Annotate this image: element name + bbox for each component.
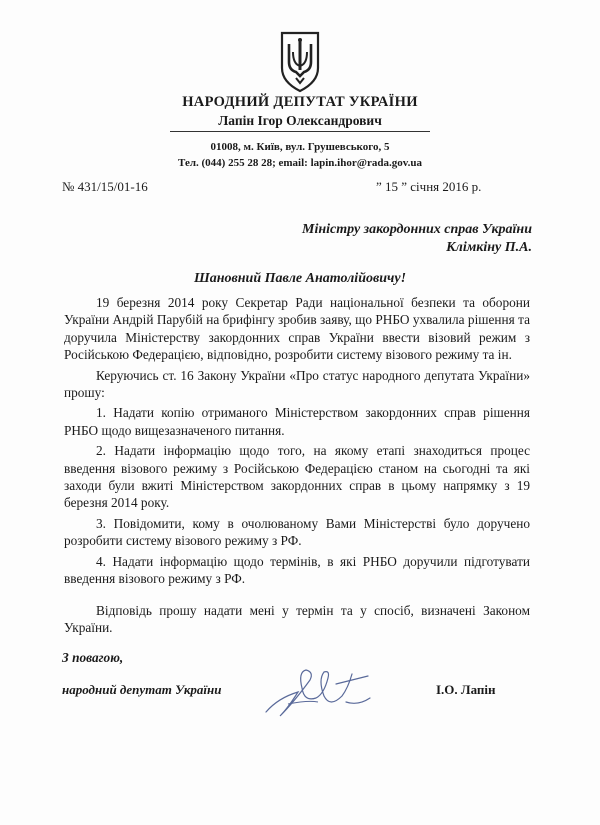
letterhead-address: 01008, м. Київ, вул. Грушевського, 5: [210, 141, 390, 153]
letterhead-contacts: Тел. (044) 255 28 28; email: lapin.ihor@rada.gov.ua: [178, 157, 422, 169]
paragraph: Керуючись ст. 16 Закону України «Про статус народного депутата України» прошу:: [64, 367, 530, 401]
letterhead-divider: [170, 131, 430, 132]
signatory-name: І.О. Лапін: [436, 682, 496, 697]
letterhead-name: Лапін Ігор Олександрович: [218, 113, 382, 128]
paragraph: 1. Надати копію отриманого Міністерством закордонних справ рішення РНБО щодо вищезазначеного питання.: [64, 405, 530, 438]
trident-emblem-icon: [278, 30, 322, 94]
recipient-position: Міністру закордонних справ України: [302, 222, 532, 237]
handwritten-signature: [258, 658, 378, 722]
closing-regards: З повагою,: [62, 650, 124, 665]
paragraph: Відповідь прошу надати мені у термін та у спосіб, визначені Законом України.: [64, 602, 530, 635]
salutation: Шановний Павле Анатолійовичу!: [193, 271, 407, 286]
paragraph: 3. Повідомити, кому в очолюваному Вами Міністерстві було доручено розробити систему візового режиму з РФ.: [64, 515, 530, 549]
letter-body: [64, 294, 530, 639]
paragraph: 19 березня 2014 року Секретар Ради національної безпеки та оборони України Андрій Парубій на брифінгу зробив заяву, що РНБО ухвалила рішення та доручила Міністерству закордонних справ України ввести візовий режим з Російською Федерацією, відповідно, розробити систему візового режиму та ін.: [64, 295, 530, 363]
paragraph: 2. Надати інформацію щодо того, на якому етапі знаходиться процес введення візового режиму з Російською Федерацією станом на сьогодні та які заходи були вжиті Міністерством закордонних справ в цьому напрямку з 19 березня 2014 року.: [64, 443, 530, 511]
letterhead-title: НАРОДНИЙ ДЕПУТАТ УКРАЇНИ: [182, 94, 418, 110]
letter-date: ” 15 ” січня 2016 р.: [376, 179, 482, 194]
signatory-position: народний депутат України: [62, 682, 222, 697]
paragraph: 4. Надати інформацію щодо термінів, в які РНБО доручили підготувати введення візового режиму з РФ.: [64, 553, 530, 587]
reference-number: № 431/15/01-16: [62, 179, 148, 194]
recipient-name: Клімкіну П.А.: [446, 240, 532, 255]
